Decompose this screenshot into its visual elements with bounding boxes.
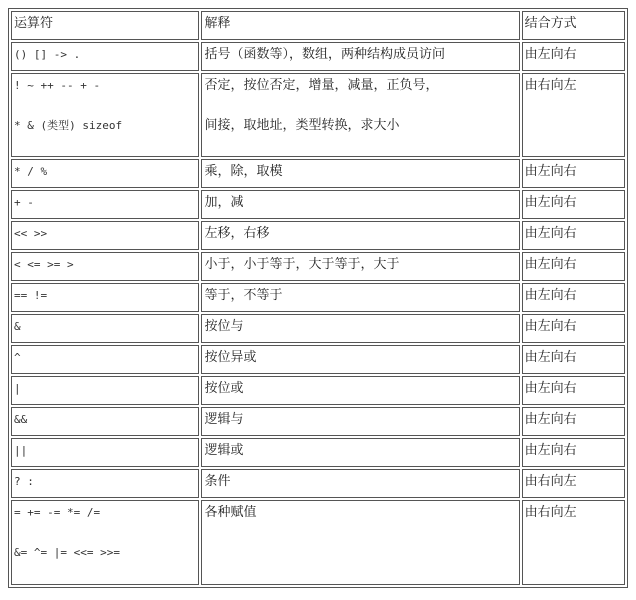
associativity-cell: 由左向右: [522, 314, 625, 343]
description-text: 逻辑或: [204, 443, 244, 458]
associativity-cell: 由左向右: [522, 42, 625, 71]
description-text: 按位异或: [204, 350, 257, 365]
operator-text: < <= >= >: [14, 258, 74, 271]
associativity-cell: 由左向右: [522, 345, 625, 374]
description-cell: [201, 42, 519, 71]
operator-cell: [11, 345, 199, 374]
description-cell: [201, 221, 519, 250]
associativity-cell: 由右向左: [522, 500, 625, 585]
associativity-cell: 由左向右: [522, 283, 625, 312]
operator-text: << >>: [14, 227, 48, 240]
description-text: 括号（函数等），数组，两种结构成员访问: [204, 47, 445, 62]
description-cell: [201, 500, 519, 585]
associativity-cell: 由左向右: [522, 159, 625, 188]
operator-text: ! ~ ++ -- + -: [14, 79, 101, 92]
associativity-cell: 由左向右: [522, 252, 625, 281]
header-description: 解释: [201, 11, 519, 40]
operator-text: () [] -> .: [14, 48, 81, 61]
table-row: [11, 500, 625, 585]
table-row: [11, 42, 625, 71]
description-text: 按位或: [204, 381, 244, 396]
operator-cell: [11, 314, 199, 343]
description-text: 否定，按位否定，增量，减量，正负号，: [204, 78, 439, 93]
operator-cell: [11, 283, 199, 312]
description-text: 逻辑与: [204, 412, 244, 427]
operator-text-line2: * & (类型) sizeof: [14, 119, 123, 132]
table-row: [11, 469, 625, 498]
operator-precedence-table: [8, 8, 628, 588]
operator-cell: [11, 159, 199, 188]
description-text: 小于，小于等于，大于等于，大于: [204, 257, 400, 272]
description-text: 乘，除，取模: [204, 164, 283, 179]
table-row: [11, 190, 625, 219]
description-cell: [201, 314, 519, 343]
table-row: [11, 221, 625, 250]
operator-cell: [11, 190, 199, 219]
table-row: [11, 438, 625, 467]
operator-text: * / %: [14, 165, 48, 178]
operator-text: ||: [14, 444, 28, 457]
description-cell: [201, 283, 519, 312]
operator-cell: [11, 438, 199, 467]
table-row: [11, 345, 625, 374]
table-row: [11, 159, 625, 188]
operator-cell: [11, 469, 199, 498]
description-text: 各种赋值: [204, 505, 257, 520]
table-row: [11, 252, 625, 281]
operator-text-line2: &= ^= |= <<= >>=: [14, 546, 120, 559]
table-row: [11, 376, 625, 405]
associativity-cell: 由左向右: [522, 221, 625, 250]
description-cell: [201, 345, 519, 374]
operator-cell: [11, 500, 199, 585]
operator-text: ^: [14, 351, 21, 364]
operator-cell: [11, 42, 199, 71]
operator-text: + -: [14, 196, 34, 209]
associativity-cell: 由右向左: [522, 469, 625, 498]
header-associativity: 结合方式: [522, 11, 625, 40]
associativity-cell: 由左向右: [522, 407, 625, 436]
header-operator: 运算符: [11, 11, 199, 40]
operator-cell: [11, 252, 199, 281]
operator-text: == !=: [14, 289, 48, 302]
operator-text: |: [14, 382, 21, 395]
operator-cell: [11, 407, 199, 436]
description-text: 按位与: [204, 319, 244, 334]
table-row: [11, 73, 625, 157]
description-cell: [201, 469, 519, 498]
description-text-line2: 间接，取地址，类型转换，求大小: [204, 118, 400, 133]
description-text: 条件: [204, 474, 231, 489]
description-cell: [201, 438, 519, 467]
operator-cell: [11, 221, 199, 250]
associativity-cell: 由左向右: [522, 438, 625, 467]
associativity-cell: 由左向右: [522, 376, 625, 405]
description-text: 左移，右移: [204, 226, 270, 241]
description-cell: [201, 407, 519, 436]
description-cell: [201, 252, 519, 281]
table-row: [11, 283, 625, 312]
operator-text: = += -= *= /=: [14, 506, 101, 519]
operator-cell: [11, 73, 199, 157]
description-cell: [201, 159, 519, 188]
table-header-row: [11, 11, 625, 40]
description-cell: [201, 73, 519, 157]
description-text: 加，减: [204, 195, 244, 210]
table-row: [11, 407, 625, 436]
description-text: 等于，不等于: [204, 288, 283, 303]
operator-text: ? :: [14, 475, 34, 488]
associativity-cell: 由右向左: [522, 73, 625, 157]
operator-text: &&: [14, 413, 28, 426]
operator-text: &: [14, 320, 21, 333]
description-cell: [201, 190, 519, 219]
associativity-cell: 由左向右: [522, 190, 625, 219]
table-row: [11, 314, 625, 343]
description-cell: [201, 376, 519, 405]
operator-cell: [11, 376, 199, 405]
